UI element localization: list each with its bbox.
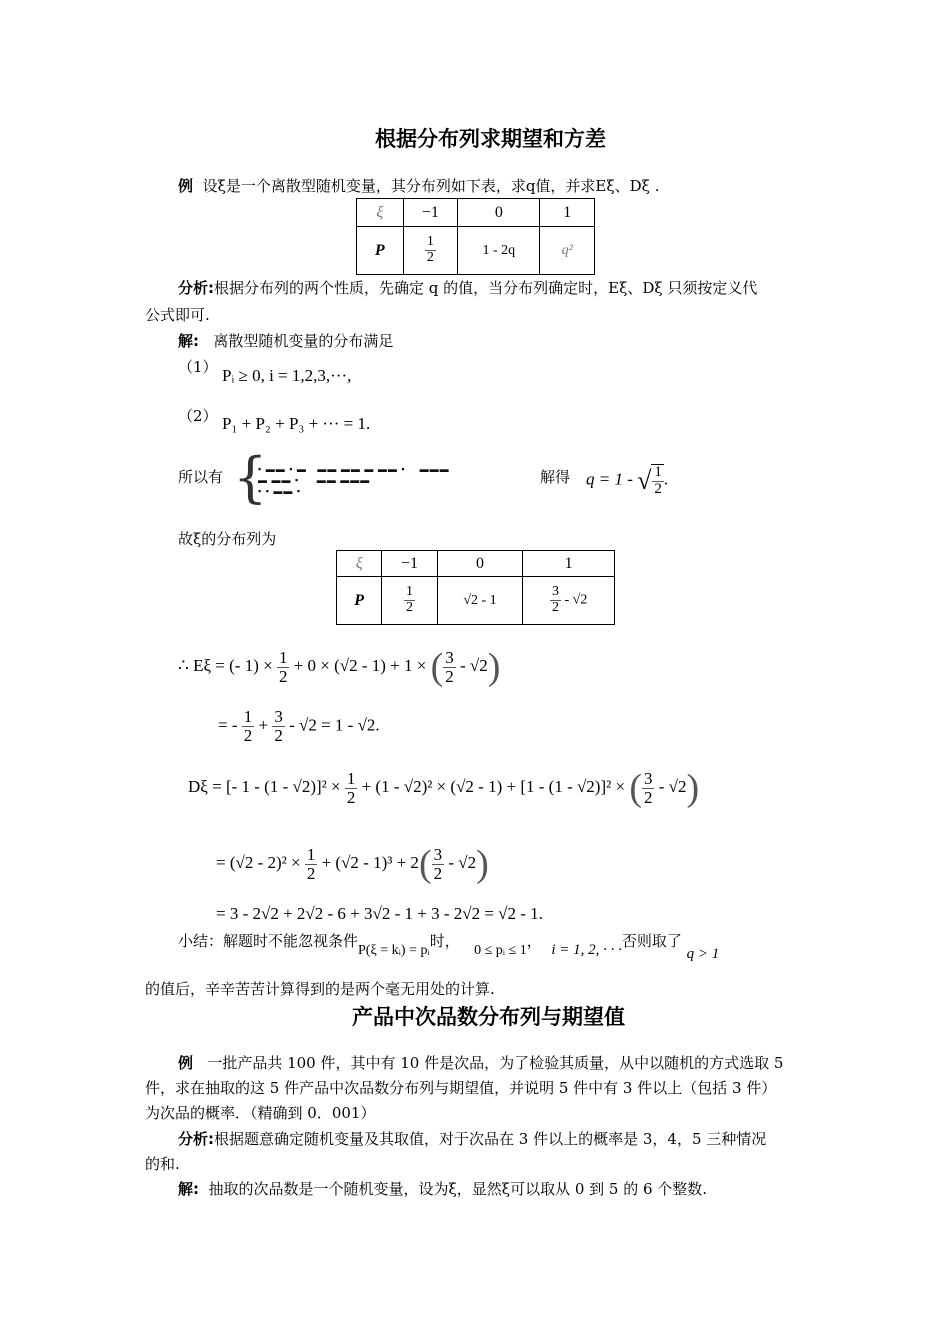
fraction-numerator: 1	[654, 464, 662, 480]
fraction-denominator: 2	[278, 666, 288, 686]
analysis2-line-2: 的和.	[145, 1155, 180, 1173]
table1-header-0: 0	[458, 199, 540, 227]
fraction-numerator: 3	[551, 584, 559, 600]
analysis2-label: 分析:	[178, 1130, 214, 1148]
d1-part-b: + (1 - √2)² × (√2 - 1) + [1 - (1 - √2)]² ×	[361, 776, 626, 796]
condition-2: P₁ + P₂ + P₃ + ··· = 1.	[222, 414, 371, 433]
distribution-table-1	[356, 198, 595, 275]
e1-part-a: ∴ Eξ = (- 1) ×	[178, 655, 273, 675]
fraction-numerator: 1	[306, 844, 316, 864]
fraction-numerator: 3	[643, 768, 653, 788]
table2-row-label: P	[337, 577, 382, 625]
condition-1-label: （1）	[178, 358, 218, 376]
d2-part-b: + (√2 - 1)³ + 2	[321, 852, 419, 872]
right-paren-icon: )	[476, 843, 489, 885]
table1-header-neg1: −1	[403, 199, 458, 227]
fraction-numerator: 1	[278, 647, 288, 667]
variance-line-2	[216, 842, 489, 886]
fraction-numerator: 3	[433, 844, 443, 864]
distribution-table-2	[336, 550, 615, 625]
table2-header-xi: ξ	[337, 551, 382, 577]
table1-row-label: P	[357, 227, 404, 275]
fraction-denominator: 2	[306, 863, 316, 883]
condition-1: Pᵢ ≥ 0, i = 1,2,3,···,	[222, 366, 352, 385]
variance-line-3: = 3 - 2√2 + 2√2 - 6 + 3√2 - 1 + 3 - 2√2 = √2 - 1.	[216, 904, 543, 923]
e2-part-c: - √2 = 1 - √2.	[289, 715, 380, 735]
fraction-numerator: 1	[406, 584, 413, 600]
p3-tail: - √2	[564, 592, 588, 608]
therefore-text: 故ξ的分布列为	[178, 530, 277, 548]
fraction-numerator: 1	[426, 234, 434, 250]
d1-part-a: Dξ = [- 1 - (1 - √2)]² ×	[188, 776, 341, 796]
condition-2-label: （2）	[178, 407, 218, 425]
summary-range: 0 ≤ pᵢ ≤ 1	[474, 943, 527, 958]
table2-p3	[523, 577, 615, 625]
summary-text-a: 小结：解题时不能忽视条件	[178, 932, 359, 950]
fraction-denominator: 2	[346, 787, 356, 807]
summary-index: i = 1, 2, · · ·	[551, 942, 622, 958]
table1-p2: 1 - 2q	[458, 227, 540, 275]
fraction-numerator: 1	[243, 707, 253, 726]
e1-part-b: + 0 × (√2 - 1) + 1 ×	[293, 655, 427, 675]
table1-p3: q²	[540, 227, 595, 275]
e2-part-b: +	[258, 715, 269, 735]
sqrt-icon: √	[637, 465, 652, 495]
table2-header-0: 0	[437, 551, 523, 577]
summary-q: q > 1	[686, 946, 720, 962]
table2-p1	[382, 577, 437, 625]
d1-part-c: - √2	[658, 776, 687, 796]
solution-text: 离散型随机变量的分布满足	[213, 332, 394, 350]
right-paren-icon: )	[686, 767, 700, 809]
left-brace-icon: {	[233, 446, 268, 509]
left-paren-icon: (	[418, 843, 432, 885]
solve-text: 解得	[540, 468, 571, 486]
example2-line-2: 件，求在抽取的这 5 件产品中次品数分布列与期望值，并说明 5 件中有 3 件以上（包括 3 件）	[145, 1079, 777, 1097]
analysis2-line-1	[178, 1128, 766, 1149]
summary-line-2: 的值后，辛辛苦苦计算得到的是两个毫无用处的计算.	[145, 980, 495, 998]
expectation-line-2	[218, 708, 380, 745]
fraction-numerator: 1	[346, 768, 356, 788]
example-label: 例	[178, 177, 194, 195]
example2-text-1: 一批产品共 100 件，其中有 10 件是次品，为了检验其质量，从中以随机的方式选取 5	[207, 1054, 784, 1072]
q-lhs: q = 1 -	[586, 469, 633, 489]
left-paren-icon: (	[430, 646, 444, 688]
fraction-denominator: 2	[274, 725, 283, 745]
variance-line-1	[188, 766, 699, 810]
section1-title: 根据分布列求期望和方差	[375, 127, 606, 151]
summary-condition: P(ξ = kᵢ) = pᵢ	[358, 943, 430, 958]
summary-text-c: ，	[526, 932, 542, 950]
fraction-numerator: 3	[274, 707, 283, 726]
analysis2-text-1: 根据题意确定随机变量及其取值，对于次品在 3 件以上的概率是 3，4，5 三种情况	[214, 1130, 767, 1148]
right-paren-icon: )	[487, 646, 501, 688]
q-solution: q = 1 - √ $\frac{1}{2}$ .	[586, 464, 669, 497]
so-text: 所以有	[178, 468, 224, 486]
e2-part-a: = -	[218, 715, 238, 735]
fraction-denominator: 2	[433, 863, 443, 883]
fraction-denominator: 2	[654, 480, 662, 497]
analysis-text-1: 根据分布列的两个性质，先确定 q 的值，当分布列确定时，Eξ、Dξ 只须按定义代	[214, 279, 758, 297]
table2-p2: √2 - 1	[437, 577, 523, 625]
table1-header-1: 1	[540, 199, 595, 227]
fraction-denominator: 2	[643, 787, 653, 807]
d2-part-a: = (√2 - 2)² ×	[216, 852, 301, 872]
example-text: 设ξ是一个离散型随机变量，其分布列如下表，求q值，并求Eξ、Dξ .	[202, 177, 660, 195]
summary-text-b: 时，	[429, 932, 460, 950]
d2-part-c: - √2	[448, 852, 477, 872]
example2-label: 例	[178, 1054, 194, 1072]
summary-text-d: 否则取了	[621, 932, 682, 950]
fraction-denominator: 2	[551, 600, 559, 615]
table2-header-1: 1	[523, 551, 615, 577]
equation-system-glyphs: ▪ ▬▬ ▪ ▬ ▬▬ ▬▬ ▬ ▬▬ ▪ ▬▬▬ ▬ ▬▬ ▪ ▬▬ ▬▬▬ ▪ ▪ ▬▬ ▪	[258, 464, 450, 496]
fraction-denominator: 2	[406, 600, 413, 615]
solution-line	[178, 330, 393, 351]
example-line	[178, 175, 659, 196]
example2-line-3: 为次品的概率．（精确到 0．001）	[145, 1104, 376, 1122]
analysis-line-1	[178, 277, 757, 298]
solution2-label: 解:	[178, 1180, 199, 1198]
solution2-text: 抽取的次品数是一个随机变量，设为ξ，显然ξ可以取从 0 到 5 的 6 个整数.	[208, 1180, 708, 1198]
section2-title: 产品中次品数分布列与期望值	[352, 1005, 625, 1029]
e1-part-c: - √2	[460, 655, 488, 675]
analysis-label: 分析:	[178, 279, 214, 297]
solution-label: 解:	[178, 332, 199, 350]
fraction-denominator: 2	[426, 250, 434, 265]
analysis-line-2: 公式即可.	[145, 306, 210, 324]
solution2-line	[178, 1178, 707, 1199]
table1-header-xi: ξ	[357, 199, 404, 227]
example2-line-1	[178, 1052, 783, 1073]
fraction-denominator: 2	[445, 666, 454, 686]
fraction-denominator: 2	[243, 725, 253, 745]
summary-line-1	[178, 930, 720, 962]
expectation-line-1	[178, 645, 500, 689]
fraction-numerator: 3	[445, 647, 454, 667]
table1-p1	[403, 227, 458, 275]
left-paren-icon: (	[629, 767, 642, 809]
table2-header-neg1: −1	[382, 551, 437, 577]
